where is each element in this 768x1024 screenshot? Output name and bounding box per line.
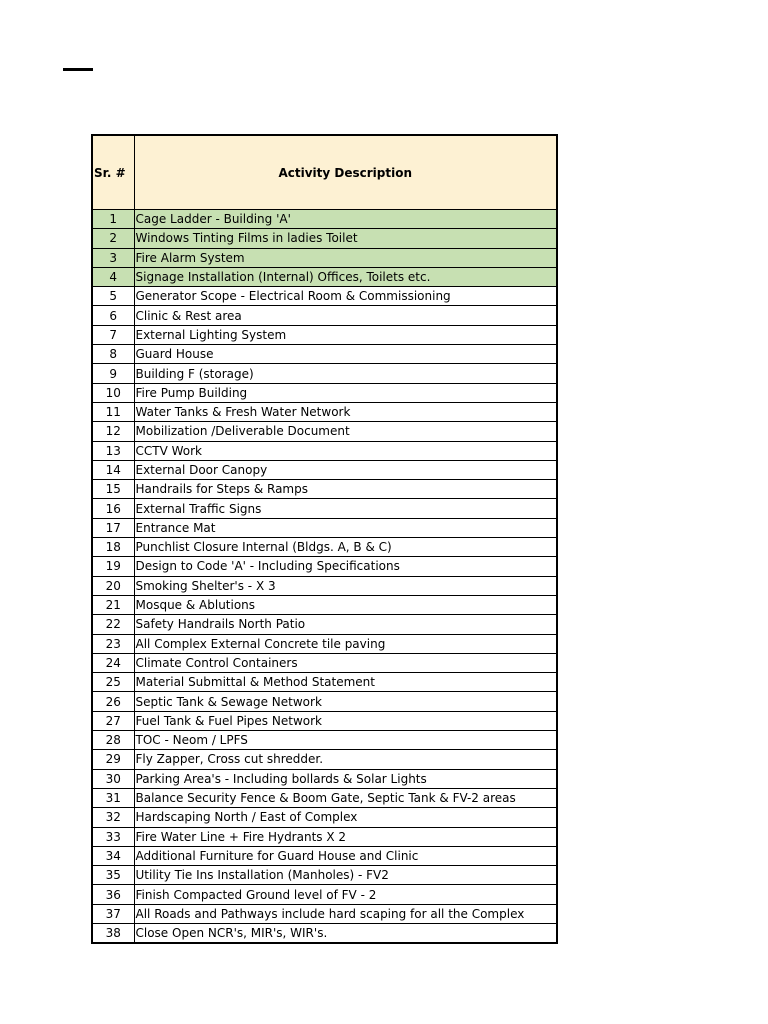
row-activity-description: Finish Compacted Ground level of FV - 2 <box>134 885 557 904</box>
row-sr-number: 10 <box>92 383 134 402</box>
row-activity-description: Cage Ladder - Building 'A' <box>134 210 557 229</box>
table-row <box>92 653 557 672</box>
table-row <box>92 904 557 923</box>
row-sr-number: 3 <box>92 248 134 267</box>
table-row <box>92 634 557 653</box>
row-activity-description: Mobilization /Deliverable Document <box>134 422 557 441</box>
table-row <box>92 808 557 827</box>
table-row <box>92 576 557 595</box>
row-sr-number: 16 <box>92 499 134 518</box>
row-sr-number: 4 <box>92 267 134 286</box>
table-row <box>92 846 557 865</box>
row-activity-description: Septic Tank & Sewage Network <box>134 692 557 711</box>
row-sr-number: 28 <box>92 731 134 750</box>
row-activity-description: Guard House <box>134 345 557 364</box>
row-activity-description: Signage Installation (Internal) Offices, Toilets etc. <box>134 267 557 286</box>
row-activity-description: Water Tanks & Fresh Water Network <box>134 402 557 421</box>
table-header-row <box>92 135 557 210</box>
row-sr-number: 34 <box>92 846 134 865</box>
table-row <box>92 383 557 402</box>
table-row <box>92 422 557 441</box>
row-sr-number: 15 <box>92 480 134 499</box>
table-row <box>92 248 557 267</box>
row-sr-number: 6 <box>92 306 134 325</box>
activity-table <box>91 134 558 944</box>
row-sr-number: 8 <box>92 345 134 364</box>
row-activity-description: Handrails for Steps & Ramps <box>134 480 557 499</box>
row-activity-description: Hardscaping North / East of Complex <box>134 808 557 827</box>
row-sr-number: 9 <box>92 364 134 383</box>
row-sr-number: 31 <box>92 788 134 807</box>
table-row <box>92 229 557 248</box>
table-row <box>92 692 557 711</box>
row-sr-number: 29 <box>92 750 134 769</box>
table-row <box>92 210 557 229</box>
row-activity-description: All Complex External Concrete tile paving <box>134 634 557 653</box>
row-sr-number: 22 <box>92 615 134 634</box>
activity-description-column-header: Activity Description <box>134 135 557 210</box>
row-activity-description: Design to Code 'A' - Including Specifications <box>134 557 557 576</box>
row-activity-description: Material Submittal & Method Statement <box>134 673 557 692</box>
row-activity-description: External Traffic Signs <box>134 499 557 518</box>
row-sr-number: 18 <box>92 538 134 557</box>
row-sr-number: 35 <box>92 866 134 885</box>
row-sr-number: 32 <box>92 808 134 827</box>
table-row <box>92 402 557 421</box>
row-sr-number: 5 <box>92 287 134 306</box>
table-row <box>92 267 557 286</box>
row-sr-number: 14 <box>92 460 134 479</box>
row-activity-description: Fire Pump Building <box>134 383 557 402</box>
row-sr-number: 26 <box>92 692 134 711</box>
row-sr-number: 13 <box>92 441 134 460</box>
table-row <box>92 923 557 943</box>
row-sr-number: 12 <box>92 422 134 441</box>
table-row <box>92 325 557 344</box>
row-activity-description: Fuel Tank & Fuel Pipes Network <box>134 711 557 730</box>
row-activity-description: Close Open NCR's, MIR's, WIR's. <box>134 923 557 943</box>
row-activity-description: Windows Tinting Films in ladies Toilet <box>134 229 557 248</box>
table-row <box>92 827 557 846</box>
row-sr-number: 11 <box>92 402 134 421</box>
row-sr-number: 36 <box>92 885 134 904</box>
table-row <box>92 673 557 692</box>
table-row <box>92 769 557 788</box>
table-row <box>92 595 557 614</box>
row-sr-number: 19 <box>92 557 134 576</box>
row-sr-number: 30 <box>92 769 134 788</box>
row-activity-description: Fire Water Line + Fire Hydrants X 2 <box>134 827 557 846</box>
row-activity-description: Balance Security Fence & Boom Gate, Septic Tank & FV-2 areas <box>134 788 557 807</box>
table-row <box>92 866 557 885</box>
row-sr-number: 17 <box>92 518 134 537</box>
row-sr-number: 7 <box>92 325 134 344</box>
row-activity-description: Mosque & Ablutions <box>134 595 557 614</box>
dash-mark <box>63 68 93 71</box>
table-row <box>92 518 557 537</box>
table-row <box>92 287 557 306</box>
row-sr-number: 33 <box>92 827 134 846</box>
sr-column-header: Sr. # <box>92 135 134 210</box>
row-activity-description: All Roads and Pathways include hard scaping for all the Complex <box>134 904 557 923</box>
row-activity-description: Entrance Mat <box>134 518 557 537</box>
table-row <box>92 750 557 769</box>
row-sr-number: 27 <box>92 711 134 730</box>
table-row <box>92 557 557 576</box>
table-row <box>92 499 557 518</box>
row-activity-description: CCTV Work <box>134 441 557 460</box>
table-row <box>92 731 557 750</box>
row-activity-description: Punchlist Closure Internal (Bldgs. A, B & C) <box>134 538 557 557</box>
table-row <box>92 441 557 460</box>
table-row <box>92 788 557 807</box>
row-sr-number: 2 <box>92 229 134 248</box>
row-activity-description: TOC - Neom / LPFS <box>134 731 557 750</box>
row-sr-number: 20 <box>92 576 134 595</box>
row-activity-description: Safety Handrails North Patio <box>134 615 557 634</box>
row-sr-number: 37 <box>92 904 134 923</box>
row-activity-description: Parking Area's - Including bollards & Solar Lights <box>134 769 557 788</box>
table-body <box>92 210 557 944</box>
row-activity-description: Smoking Shelter's - X 3 <box>134 576 557 595</box>
row-activity-description: Utility Tie Ins Installation (Manholes) - FV2 <box>134 866 557 885</box>
row-activity-description: Fly Zapper, Cross cut shredder. <box>134 750 557 769</box>
row-activity-description: Additional Furniture for Guard House and Clinic <box>134 846 557 865</box>
row-activity-description: Clinic & Rest area <box>134 306 557 325</box>
row-sr-number: 21 <box>92 595 134 614</box>
table-row <box>92 885 557 904</box>
row-sr-number: 24 <box>92 653 134 672</box>
row-sr-number: 38 <box>92 923 134 943</box>
row-activity-description: Climate Control Containers <box>134 653 557 672</box>
row-activity-description: Fire Alarm System <box>134 248 557 267</box>
row-activity-description: External Door Canopy <box>134 460 557 479</box>
row-sr-number: 1 <box>92 210 134 229</box>
row-activity-description: Generator Scope - Electrical Room & Commissioning <box>134 287 557 306</box>
row-activity-description: External Lighting System <box>134 325 557 344</box>
table-row <box>92 460 557 479</box>
table-row <box>92 480 557 499</box>
table-row <box>92 345 557 364</box>
table-row <box>92 364 557 383</box>
table-row <box>92 538 557 557</box>
table-row <box>92 306 557 325</box>
row-sr-number: 25 <box>92 673 134 692</box>
row-activity-description: Building F (storage) <box>134 364 557 383</box>
table-row <box>92 615 557 634</box>
table-row <box>92 711 557 730</box>
row-sr-number: 23 <box>92 634 134 653</box>
